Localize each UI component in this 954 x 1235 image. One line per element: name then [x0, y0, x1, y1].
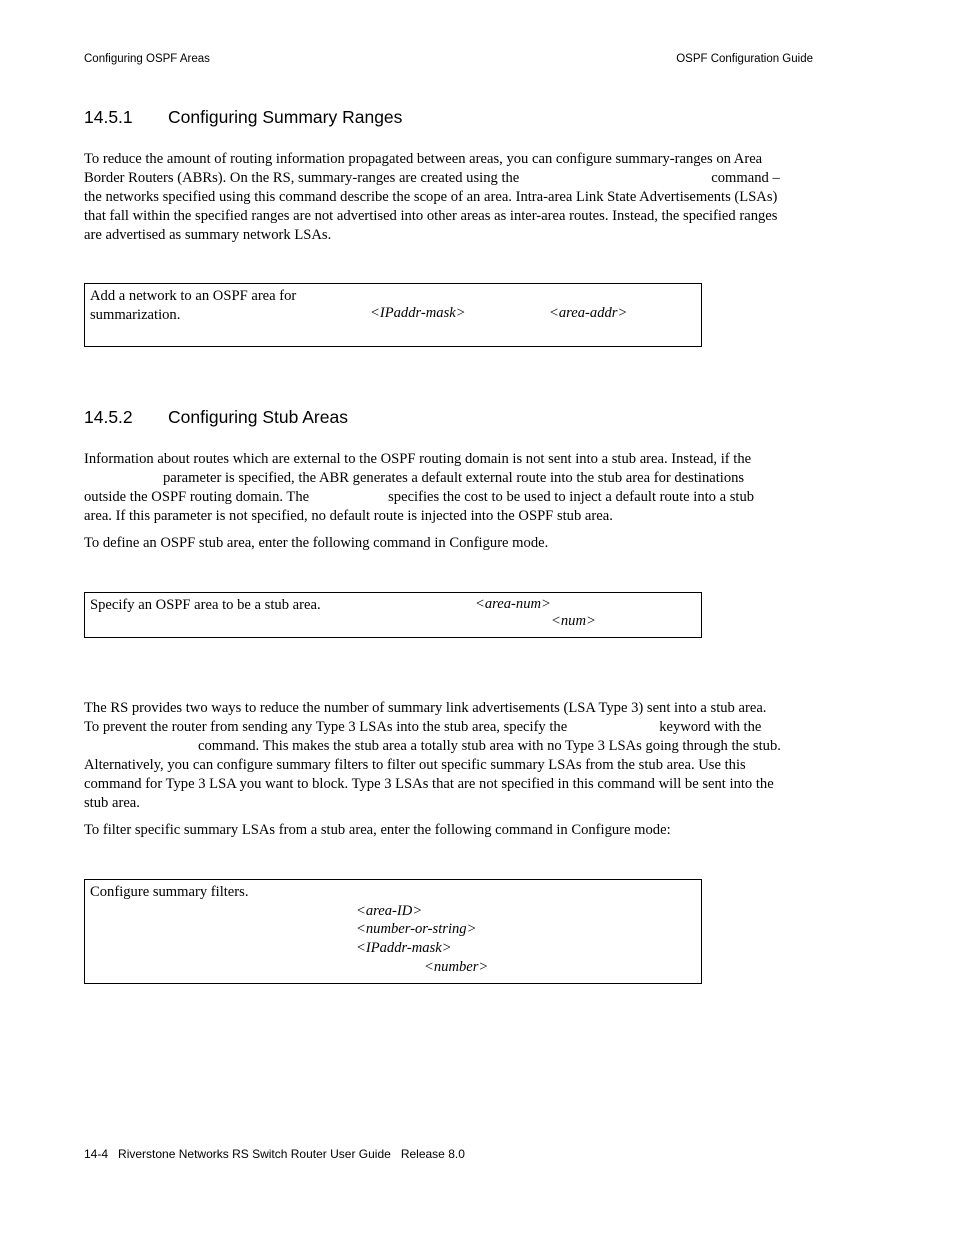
paragraph-line: are advertised as summary network LSAs.: [84, 227, 332, 243]
running-header-left: Configuring OSPF Areas: [84, 53, 210, 65]
paragraph-line: [84, 169, 814, 188]
table-description-line: Add a network to an OSPF area for: [90, 288, 297, 304]
command-argument: <IPaddr-mask>: [356, 940, 452, 956]
command-argument: <number>: [424, 959, 489, 975]
paragraph-line: [84, 469, 814, 488]
command-argument: <area-ID>: [356, 903, 423, 919]
paragraph-line: the networks specified using this command describe the scope of an area. Intra-area Link State Advertisements (LSAs): [84, 189, 778, 205]
summary-filter-intro: To filter specific summary LSAs from a stub area, enter the following command in Configure mode:: [84, 822, 671, 838]
paragraph-line: that fall within the specified ranges are not advertised into other areas as inter-area routes. Instead, the specified ranges: [84, 208, 778, 224]
section-number: 14.5.1: [84, 107, 133, 127]
paragraph-text: outside the OSPF routing domain. The: [84, 489, 310, 505]
book-title: Riverstone Networks RS Switch Router User Guide: [118, 1147, 391, 1161]
section-title: Configuring Stub Areas: [168, 407, 348, 427]
paragraph-line: Information about routes which are external to the OSPF routing domain is not sent into a stub area. Instead, if the: [84, 451, 752, 467]
section-number: 14.5.2: [84, 407, 133, 427]
stub-area-intro: To define an OSPF stub area, enter the following command in Configure mode.: [84, 535, 549, 551]
paragraph-text: To prevent the router from sending any Type 3 LSAs into the stub area, specify the: [84, 719, 568, 735]
paragraph-text: parameter is specified, the ABR generates a default external route into the stub area for destinations: [163, 470, 745, 486]
paragraph-line: To reduce the amount of routing information propagated between areas, you can configure summary-ranges on Area: [84, 151, 763, 167]
table-description-line: summarization.: [90, 307, 181, 323]
section-title: Configuring Summary Ranges: [168, 107, 403, 127]
paragraph-line: [84, 488, 814, 507]
paragraph-text: keyword with the: [659, 719, 762, 735]
paragraph-line: [84, 718, 814, 737]
paragraph-line: command for Type 3 LSA you want to block. Type 3 LSAs that are not specified in this command will be sent into the: [84, 776, 774, 792]
page-number: 14-4: [84, 1147, 109, 1161]
summary-filter-paragraph: [84, 699, 814, 813]
summary-filter-command-table: [84, 879, 702, 984]
command-argument: <number-or-string>: [356, 921, 477, 937]
command-argument: <IPaddr-mask>: [370, 305, 466, 321]
table-description: Configure summary filters.: [90, 884, 249, 900]
running-header-right: OSPF Configuration Guide: [676, 53, 813, 65]
command-argument: <num>: [551, 613, 596, 629]
paragraph-line: area. If this parameter is not specified, no default route is injected into the OSPF stub area.: [84, 508, 613, 524]
paragraph-line: [84, 737, 814, 756]
paragraph-line: stub area.: [84, 795, 140, 811]
paragraph-line: The RS provides two ways to reduce the number of summary link advertisements (LSA Type 3) sent into a stub area.: [84, 700, 767, 716]
table-description: Specify an OSPF area to be a stub area.: [90, 597, 321, 613]
summary-range-command-table: [84, 283, 702, 347]
summary-ranges-paragraph: [84, 150, 814, 245]
paragraph-text: command. This makes the stub area a totally stub area with no Type 3 LSAs going through the stub.: [198, 738, 781, 754]
command-argument: <area-addr>: [549, 305, 628, 321]
page-footer: [84, 1147, 465, 1161]
command-argument: <area-num>: [475, 596, 551, 612]
stub-areas-paragraph: [84, 450, 814, 526]
stub-area-command-table: [84, 592, 702, 638]
paragraph-text: command –: [711, 170, 780, 186]
section-heading-stub-areas: [84, 407, 348, 428]
paragraph-text: Border Routers (ABRs). On the RS, summary-ranges are created using the: [84, 170, 520, 186]
paragraph-line: Alternatively, you can configure summary filters to filter out specific summary LSAs from the stub area. Use this: [84, 757, 746, 773]
paragraph-text: specifies the cost to be used to inject a default route into a stub: [388, 489, 755, 505]
release-label: Release 8.0: [400, 1147, 465, 1161]
section-heading-summary-ranges: [84, 107, 402, 128]
